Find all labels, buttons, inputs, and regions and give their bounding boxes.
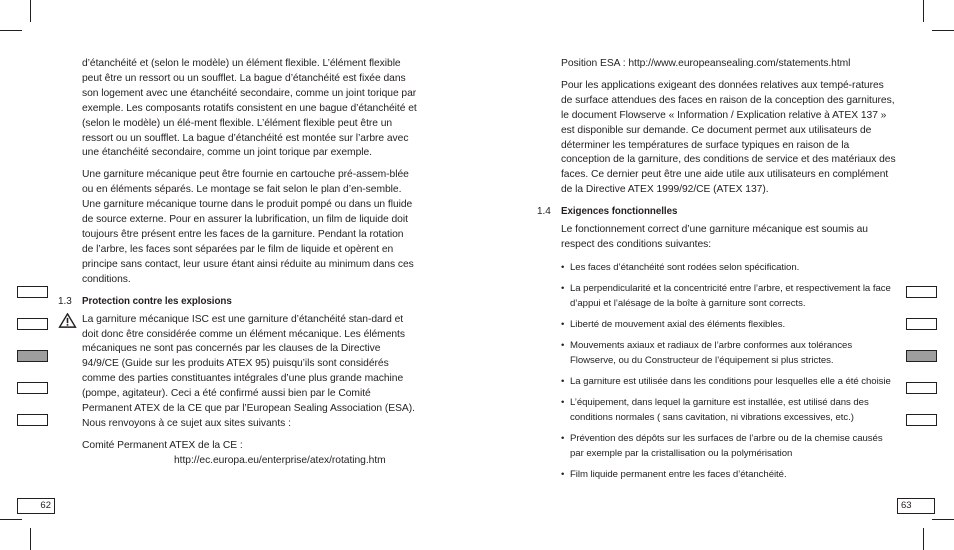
- thumb-tab: [906, 414, 937, 426]
- crop-mark: [30, 0, 31, 22]
- list-item: • Mouvements axiaux et radiaux de l’arbre conformes aux tolérances Flowserve, ou du Constructeur de l’équipement si plus strictes.: [561, 338, 897, 368]
- list-item: • L’équipement, dans lequel la garniture est installée, est utilisé dans des conditions normales ( sans cavitation, ni vibrations excessives, etc.): [561, 395, 897, 425]
- list-item: • Les faces d’étanchéité sont rodées selon spécification.: [561, 260, 897, 275]
- crop-mark: [923, 528, 924, 550]
- body-paragraph: Pour les applications exigeant des données relatives aux tempé-ratures de surface attendues des faces en raison de la conception des garnitures, le document Flowserve « Information / Explication relative à ATEX 137 » est disponible sur demande. Ce document permet aux utilisateurs de déterminer les températures de surface typiques en raison de la conception de la garniture, des conditions de service et des matériaux des faces. Ce dernier peut être une aide utile aux utilisateurs en complément de la Directive ATEX 1999/92/CE (ATEX 137).: [561, 79, 896, 196]
- crop-mark: [0, 519, 22, 520]
- list-item: • Prévention des dépôts sur les surfaces de l’arbre ou de la chemise causés par exemple par la cristallisation ou la polymérisation: [561, 431, 897, 461]
- section-heading: [58, 295, 417, 309]
- requirements-list: [561, 260, 897, 482]
- thumb-tab: [17, 382, 48, 394]
- thumb-tab-active: [17, 350, 48, 362]
- thumb-tab: [906, 286, 937, 298]
- warning-paragraph: La garniture mécanique ISC est une garniture d’étanchéité stan-dard et doit donc être considérée comme un élément mécanique. Les éléments mécaniques ne sont pas concernés par les clauses de la Directive 94/9/CE (Guide sur les produits ATEX 95) puisqu’ils sont considérés comme des parties constituantes intégrales d’une plus grande machine (pompe, agitateur). Ceci a été confirmé aussi bien par le Comité Permanent ATEX de la CE que par l’European Sealing Association (ESA). Nous renvoyons à ce sujet aux sites suivants :: [82, 313, 415, 429]
- thumb-tab: [17, 318, 48, 330]
- committee-label: Comité Permanent ATEX de la CE :: [82, 439, 243, 451]
- left-page-column: [58, 57, 417, 476]
- crop-mark: [932, 519, 954, 520]
- section-title: Exigences fonctionnelles: [561, 206, 678, 218]
- section-heading: [537, 205, 897, 219]
- warning-triangle-icon: [58, 313, 77, 328]
- crop-mark: [932, 30, 954, 31]
- section-number: 1.3: [58, 295, 72, 307]
- esa-position-link[interactable]: Position ESA : http://www.europeansealing.com/statements.html: [561, 58, 851, 69]
- section-title: Protection contre les explosions: [82, 295, 232, 307]
- thumb-tab: [17, 286, 48, 298]
- list-item: • Film liquide permanent entre les faces d’étanchéité.: [561, 467, 897, 482]
- body-paragraph: Le fonctionnement correct d’une garniture mécanique est soumis au respect des conditions suivantes:: [561, 224, 868, 251]
- page-number-left: 62: [17, 498, 55, 514]
- list-item: • Liberté de mouvement axial des éléments flexibles.: [561, 317, 897, 332]
- crop-mark: [0, 30, 22, 31]
- thumb-tab: [906, 382, 937, 394]
- list-item: • La perpendicularité et la concentricité entre l’arbre, et respectivement la face d’appui et l’alésage de la boîte à garniture sont corrects.: [561, 281, 897, 311]
- committee-url-link[interactable]: http://ec.europa.eu/enterprise/atex/rotating.htm: [174, 454, 386, 466]
- crop-mark: [923, 0, 924, 22]
- crop-mark: [30, 528, 31, 550]
- thumb-tab-active: [906, 350, 937, 362]
- right-page-column: [537, 57, 897, 488]
- page-number-right: 63: [897, 498, 935, 514]
- section-number: 1.4: [537, 206, 551, 218]
- body-paragraph: [82, 313, 417, 432]
- body-paragraph: d’étanchéité et (selon le modèle) un élément flexible. L’élément flexible peut être un ressort ou un soufflet. La bague d’étanchéité est fixée dans son logement avec une étanchéité secondaire, comme un joint torique par exemple. Les composants rotatifs consistent en une bague d’étanchéité et (selon le modèle) un élé-ment flexible. L’élément flexible peut être un ressort ou un soufflet. La bague d’étanchéité est montée sur l’arbre avec une étanchéité secondaire, comme un joint torique par exemple.: [82, 58, 417, 159]
- thumb-tab: [906, 318, 937, 330]
- body-paragraph: Une garniture mécanique peut être fournie en cartouche pré-assem-blée ou en éléments séparés. Le montage se fait selon le plan d’en-semble. Une garniture mécanique tourne dans le produit pompé ou dans un fluide de source externe. Pour en assurer la lubrification, un film de liquide doit toujours être présent entre les faces de la garniture. Pendant la rotation de l’arbre, les faces sont séparées par le film de liquide et opèrent en principe sans contact, leur usure étant ainsi réduite au minimum dans ces conditions.: [82, 169, 414, 285]
- list-item: • La garniture est utilisée dans les conditions pour lesquelles elle a été choisie: [561, 374, 897, 389]
- thumb-tab: [17, 414, 48, 426]
